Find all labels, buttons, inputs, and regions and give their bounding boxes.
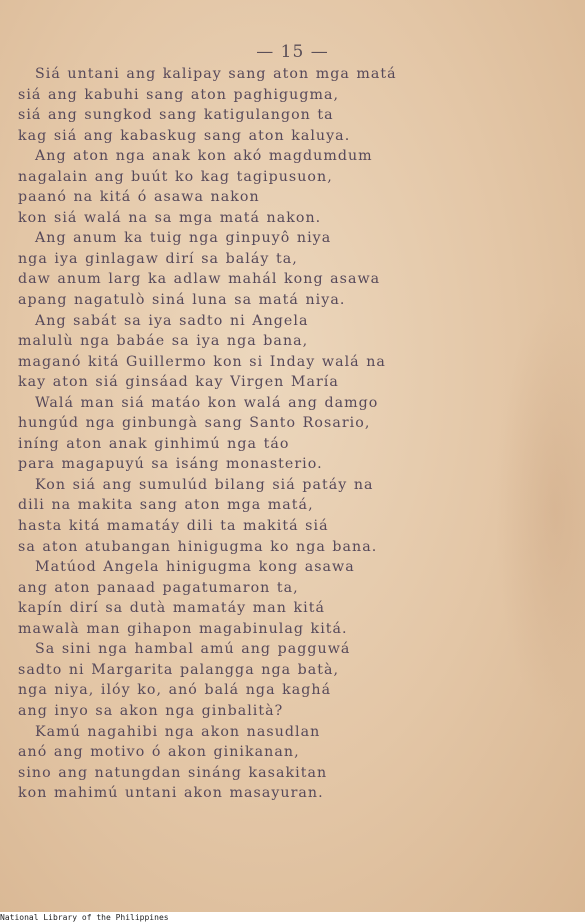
text-line: kay aton siá ginsáad kay Virgen María <box>18 374 339 391</box>
poem-text <box>18 64 463 804</box>
text-line: paanó na kitá ó asawa nakon <box>18 189 260 206</box>
text-line: Kamú nagahibi nga akon nasudlan <box>35 723 321 740</box>
text-line: iníng aton anak ginhimú nga táo <box>18 435 290 452</box>
text-line: Matúod Angela hinigugma kong asawa <box>35 559 355 576</box>
paper-stain <box>495 300 585 720</box>
text-line: hasta kitá mamatáy dili ta makitá siá <box>18 518 329 535</box>
text-line: daw anum larg ka adlaw mahál kong asawa <box>18 271 381 288</box>
text-line: para magapuyú sa isáng monasterio. <box>18 456 323 473</box>
text-line: nagalain ang buút ko kag tagipusuon, <box>18 168 333 185</box>
text-line: siá ang kabuhi sang aton paghigugma, <box>18 86 340 103</box>
text-line: kag siá ang kabaskug sang aton kaluya. <box>18 127 351 144</box>
text-line: Walá man siá matáo kon walá ang damgo <box>35 394 379 411</box>
text-line: sa aton atubangan hinigugma ko nga bana. <box>18 538 378 555</box>
text-line: mawalà man gihapon magabinulag kitá. <box>18 620 348 637</box>
text-line: malulù nga babáe sa iya nga bana, <box>18 333 309 350</box>
text-line: apang nagatulò siná luna sa matá niya. <box>18 292 346 309</box>
text-line: dili na makita sang aton mga matá, <box>18 497 314 514</box>
text-line: maganó kitá Guillermo kon si Inday walá na <box>18 353 386 370</box>
text-line: Kon siá ang sumulúd bilang siá patáy na <box>35 476 374 493</box>
page-number: — 15 — <box>256 42 329 62</box>
text-line: nga niya, ilóy ko, anó balá nga kaghá <box>18 682 332 699</box>
text-line: ang aton panaad pagatumaron ta, <box>18 579 299 596</box>
text-line: sadto ni Margarita palangga nga batà, <box>18 661 340 678</box>
library-credit: National Library of the Philippines <box>0 913 169 922</box>
text-line: sino ang natungdan sináng kasakitan <box>18 764 328 781</box>
text-line: kon siá walá na sa mga matá nakon. <box>18 209 322 226</box>
text-line: hungúd nga ginbungà sang Santo Rosario, <box>18 415 371 432</box>
text-line: Siá untani ang kalipay sang aton mga matá <box>35 66 397 82</box>
text-line: Sa sini nga hambal amú ang pagguwá <box>35 641 351 658</box>
text-line: kapín dirí sa dutà mamatáy man kitá <box>18 600 326 617</box>
text-line: ang inyo sa akon nga ginbalità? <box>18 702 284 719</box>
text-line: anó ang motivo ó akon ginikanan, <box>18 744 300 761</box>
text-line: Ang sabát sa iya sadto ni Angela <box>35 312 309 329</box>
text-line: kon mahimú untani akon masayuran. <box>18 785 324 802</box>
text-line: nga iya ginlagaw dirí sa baláy ta, <box>18 250 298 267</box>
text-line: siá ang sungkod sang katigulangon ta <box>18 107 334 124</box>
text-line: Ang aton nga anak kon akó magdumdum <box>35 148 373 165</box>
text-line: Ang anum ka tuig nga ginpuyô niya <box>35 230 332 247</box>
